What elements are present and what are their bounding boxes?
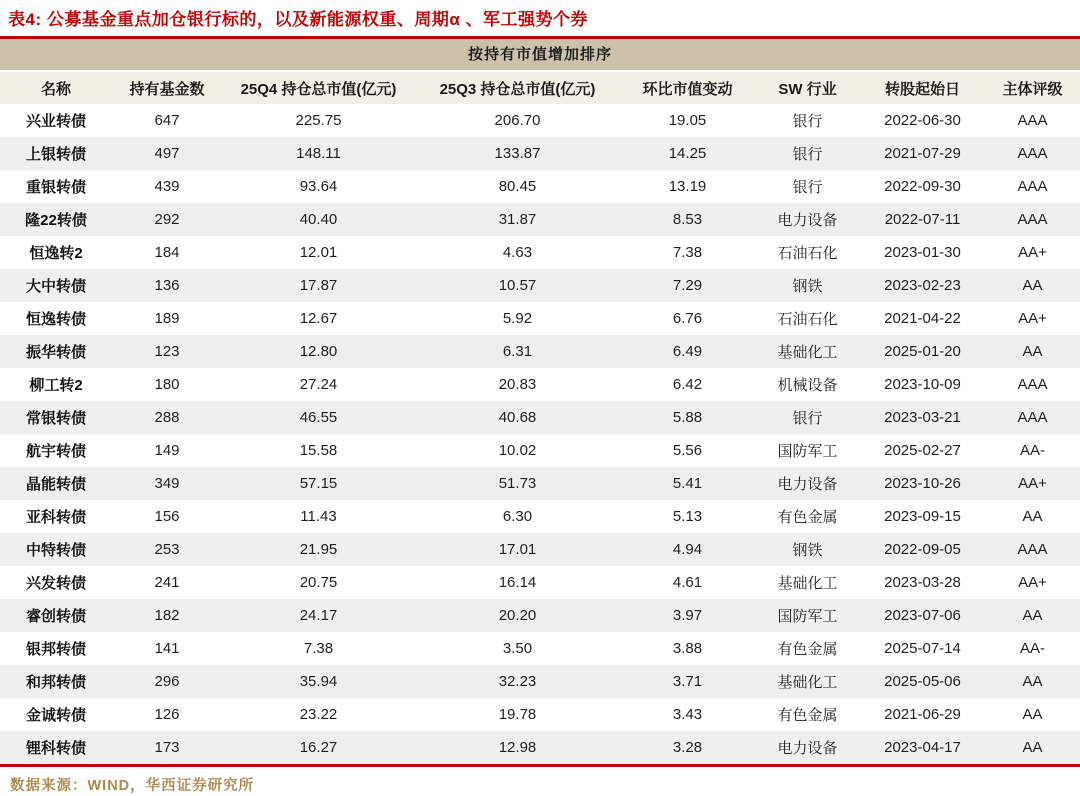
cell-issuer-rating: AA: [985, 599, 1080, 632]
cell-fund-count: 292: [112, 203, 222, 236]
cell-name: 航宇转债: [25, 443, 86, 460]
cell-sw-industry: 国防军工: [755, 599, 860, 632]
cell-name: 振华转债: [0, 335, 112, 368]
cell-issuer-rating: AA: [1022, 706, 1043, 723]
cell-issuer-rating: AAA: [1017, 376, 1048, 393]
cell-name: 中特转债: [0, 533, 112, 566]
cell-conversion-start-date: 2023-04-17: [860, 731, 985, 764]
cell-q3-market-value: 80.45: [498, 178, 537, 195]
cell-name: 大中转债: [0, 269, 112, 302]
cell-issuer-rating: AA+: [1018, 574, 1047, 591]
cell-conversion-start-date: 2023-09-15: [884, 508, 961, 525]
cell-name: 睿创转债: [0, 599, 112, 632]
cell-q4-market-value: 93.64: [299, 178, 338, 195]
cell-name: 隆22转债: [0, 203, 112, 236]
column-header-q3-market-value: 25Q3 持仓总市值(亿元): [415, 72, 620, 104]
cell-q3-market-value: 32.23: [415, 665, 620, 698]
cell-sw-industry: 有色金属: [777, 641, 838, 658]
table-row: [0, 599, 1080, 632]
table-row: [0, 401, 1080, 434]
cell-q4-market-value: 12.67: [299, 310, 338, 327]
cell-issuer-rating: AAA: [985, 203, 1080, 236]
cell-issuer-rating: AA: [985, 665, 1080, 698]
cell-issuer-rating: AA-: [1019, 640, 1045, 657]
cell-q3-market-value: 6.31: [415, 335, 620, 368]
column-header-sw-industry: SW 行业: [755, 72, 860, 104]
cell-name: 锂科转债: [0, 731, 112, 764]
cell-sw-industry: 基础化工: [755, 665, 860, 698]
table-row: [0, 335, 1080, 368]
cell-sw-industry: 有色金属: [777, 707, 838, 724]
table-row: [0, 566, 1080, 599]
cell-sw-industry: 银行: [755, 401, 860, 434]
cell-name: 银邦转债: [25, 641, 86, 658]
cell-q4-market-value: 24.17: [222, 599, 415, 632]
cell-mom-change: 4.61: [672, 574, 703, 591]
cell-conversion-start-date: 2025-07-14: [884, 640, 961, 657]
cell-mom-change: 13.19: [668, 178, 707, 195]
cell-q3-market-value: 40.68: [415, 401, 620, 434]
cell-conversion-start-date: 2021-04-22: [884, 310, 961, 327]
cell-fund-count: 156: [154, 508, 180, 525]
cell-q4-market-value: 15.58: [299, 442, 338, 459]
cell-mom-change: 19.05: [668, 112, 707, 129]
cell-conversion-start-date: 2022-09-05: [860, 533, 985, 566]
cell-q4-market-value: 148.11: [222, 137, 415, 170]
cell-q3-market-value: 206.70: [494, 112, 541, 129]
cell-q3-market-value: 16.14: [498, 574, 537, 591]
cell-q3-market-value: 20.83: [498, 376, 537, 393]
cell-conversion-start-date: 2022-09-30: [884, 178, 961, 195]
cell-conversion-start-date: 2023-03-21: [860, 401, 985, 434]
cell-q3-market-value: 51.73: [415, 467, 620, 500]
cell-mom-change: 3.71: [620, 665, 755, 698]
cell-sw-industry: 银行: [755, 137, 860, 170]
cell-fund-count: 126: [154, 706, 180, 723]
cell-conversion-start-date: 2021-06-29: [884, 706, 961, 723]
cell-name: 和邦转债: [0, 665, 112, 698]
cell-fund-count: 241: [154, 574, 180, 591]
cell-sw-industry: 银行: [792, 113, 823, 130]
cell-sw-industry: 银行: [792, 179, 823, 196]
cell-sw-industry: 电力设备: [755, 467, 860, 500]
cell-name: 兴发转债: [25, 575, 86, 592]
cell-sw-industry: 基础化工: [755, 335, 860, 368]
cell-mom-change: 7.29: [620, 269, 755, 302]
column-header-fund-count: 持有基金数: [112, 72, 222, 104]
column-header-issuer-rating: 主体评级: [985, 72, 1080, 104]
cell-q4-market-value: 57.15: [222, 467, 415, 500]
cell-issuer-rating: AA: [985, 731, 1080, 764]
cell-conversion-start-date: 2023-01-30: [884, 244, 961, 261]
cell-q3-market-value: 20.20: [415, 599, 620, 632]
cell-q4-market-value: 17.87: [222, 269, 415, 302]
cell-sw-industry: 钢铁: [755, 269, 860, 302]
cell-q3-market-value: 17.01: [415, 533, 620, 566]
cell-q3-market-value: 10.57: [415, 269, 620, 302]
cell-fund-count: 189: [154, 310, 180, 327]
cell-mom-change: 5.41: [620, 467, 755, 500]
cell-name: 柳工转2: [29, 377, 83, 394]
cell-issuer-rating: AAA: [985, 533, 1080, 566]
cell-fund-count: 173: [112, 731, 222, 764]
cell-conversion-start-date: 2023-02-23: [860, 269, 985, 302]
cell-name: 恒逸转2: [29, 245, 83, 262]
cell-sw-industry: 机械设备: [777, 377, 838, 394]
column-header-name: 名称: [0, 72, 112, 104]
cell-q3-market-value: 31.87: [415, 203, 620, 236]
cell-q4-market-value: 21.95: [222, 533, 415, 566]
cell-issuer-rating: AAA: [985, 401, 1080, 434]
cell-q4-market-value: 27.24: [299, 376, 338, 393]
cell-q4-market-value: 35.94: [222, 665, 415, 698]
cell-q4-market-value: 7.38: [303, 640, 334, 657]
table-row: [0, 236, 1080, 269]
table-row: [0, 434, 1080, 467]
cell-fund-count: 182: [112, 599, 222, 632]
cell-q3-market-value: 10.02: [498, 442, 537, 459]
cell-fund-count: 149: [154, 442, 180, 459]
cell-q4-market-value: 12.01: [299, 244, 338, 261]
column-header-mom-change: 环比市值变动: [620, 72, 755, 104]
cell-mom-change: 4.94: [620, 533, 755, 566]
cell-issuer-rating: AA: [985, 335, 1080, 368]
table-row: [0, 632, 1080, 665]
cell-q4-market-value: 40.40: [222, 203, 415, 236]
cell-fund-count: 439: [154, 178, 180, 195]
table-row: [0, 731, 1080, 764]
column-header-q4-market-value: 25Q4 持仓总市值(亿元): [222, 72, 415, 104]
cell-name: 兴业转债: [25, 113, 86, 130]
cell-issuer-rating: AA+: [985, 467, 1080, 500]
cell-mom-change: 5.88: [620, 401, 755, 434]
cell-conversion-start-date: 2025-02-27: [884, 442, 961, 459]
cell-conversion-start-date: 2022-07-11: [860, 203, 985, 236]
cell-q3-market-value: 12.98: [415, 731, 620, 764]
cell-name: 金诚转债: [25, 707, 86, 724]
cell-conversion-start-date: 2023-03-28: [884, 574, 961, 591]
table-row: [0, 203, 1080, 236]
cell-sw-industry: 石油石化: [777, 311, 838, 328]
cell-mom-change: 5.13: [672, 508, 703, 525]
cell-mom-change: 6.42: [672, 376, 703, 393]
cell-mom-change: 8.53: [620, 203, 755, 236]
cell-issuer-rating: AA+: [1018, 310, 1047, 327]
cell-name: 恒逸转债: [25, 311, 86, 328]
cell-fund-count: 647: [154, 112, 180, 129]
cell-q3-market-value: 6.30: [502, 508, 533, 525]
cell-sw-industry: 电力设备: [755, 203, 860, 236]
table-row: [0, 467, 1080, 500]
cell-sw-industry: 基础化工: [777, 575, 838, 592]
cell-q3-market-value: 5.92: [502, 310, 533, 327]
cell-fund-count: 296: [112, 665, 222, 698]
cell-q3-market-value: 3.50: [502, 640, 533, 657]
cell-name: 重银转债: [25, 179, 86, 196]
cell-fund-count: 123: [112, 335, 222, 368]
cell-fund-count: 349: [112, 467, 222, 500]
cell-sw-industry: 国防军工: [777, 443, 838, 460]
cell-q3-market-value: 4.63: [502, 244, 533, 261]
table-row: [0, 665, 1080, 698]
cell-q3-market-value: 19.78: [498, 706, 537, 723]
cell-mom-change: 5.56: [672, 442, 703, 459]
cell-mom-change: 14.25: [620, 137, 755, 170]
table-row: [0, 104, 1080, 137]
table-row: [0, 368, 1080, 401]
cell-conversion-start-date: 2023-10-26: [860, 467, 985, 500]
cell-sw-industry: 有色金属: [777, 509, 838, 526]
cell-sw-industry: 石油石化: [777, 245, 838, 262]
cell-name: 上银转债: [0, 137, 112, 170]
cell-q4-market-value: 46.55: [222, 401, 415, 434]
cell-conversion-start-date: 2023-10-09: [884, 376, 961, 393]
cell-issuer-rating: AAA: [1017, 112, 1048, 129]
cell-fund-count: 180: [154, 376, 180, 393]
cell-fund-count: 184: [154, 244, 180, 261]
cell-q4-market-value: 16.27: [222, 731, 415, 764]
cell-fund-count: 253: [112, 533, 222, 566]
cell-conversion-start-date: 2022-06-30: [884, 112, 961, 129]
cell-conversion-start-date: 2025-05-06: [860, 665, 985, 698]
cell-name: 晶能转债: [0, 467, 112, 500]
cell-issuer-rating: AA: [985, 269, 1080, 302]
cell-issuer-rating: AAA: [985, 137, 1080, 170]
data-source: 数据来源：WIND，华西证券研究所: [10, 778, 255, 794]
table-row: [0, 269, 1080, 302]
convertible-bond-table: [0, 72, 1080, 764]
table-row: [0, 302, 1080, 335]
cell-mom-change: 3.28: [620, 731, 755, 764]
table-row: [0, 500, 1080, 533]
cell-q4-market-value: 12.80: [222, 335, 415, 368]
table-row: [0, 533, 1080, 566]
table-row: [0, 137, 1080, 170]
cell-conversion-start-date: 2025-01-20: [860, 335, 985, 368]
cell-issuer-rating: AA: [1022, 508, 1043, 525]
cell-mom-change: 7.38: [672, 244, 703, 261]
cell-mom-change: 6.76: [672, 310, 703, 327]
column-header-conversion-start-date: 转股起始日: [860, 72, 985, 104]
cell-fund-count: 141: [154, 640, 180, 657]
table-row: [0, 170, 1080, 203]
cell-mom-change: 6.49: [620, 335, 755, 368]
sort-order-banner: 按持有市值增加排序: [0, 39, 1080, 70]
table-header-row: [0, 72, 1080, 104]
cell-sw-industry: 电力设备: [755, 731, 860, 764]
page-title: 表4: 公募基金重点加仓银行标的，以及新能源权重、周期α 、军工强势个券: [8, 10, 589, 29]
cell-conversion-start-date: 2021-07-29: [860, 137, 985, 170]
cell-sw-industry: 钢铁: [755, 533, 860, 566]
cell-mom-change: 3.97: [620, 599, 755, 632]
cell-issuer-rating: AAA: [1017, 178, 1048, 195]
cell-name: 亚科转债: [25, 509, 86, 526]
cell-fund-count: 497: [112, 137, 222, 170]
cell-issuer-rating: AA-: [1019, 442, 1045, 459]
cell-mom-change: 3.88: [672, 640, 703, 657]
cell-fund-count: 288: [112, 401, 222, 434]
cell-q4-market-value: 11.43: [300, 508, 337, 525]
cell-q4-market-value: 23.22: [299, 706, 338, 723]
cell-issuer-rating: AA+: [1018, 244, 1047, 261]
cell-q4-market-value: 20.75: [299, 574, 338, 591]
cell-conversion-start-date: 2023-07-06: [860, 599, 985, 632]
cell-q4-market-value: 225.75: [295, 112, 342, 129]
cell-fund-count: 136: [112, 269, 222, 302]
table-row: [0, 698, 1080, 731]
cell-q3-market-value: 133.87: [415, 137, 620, 170]
cell-mom-change: 3.43: [672, 706, 703, 723]
cell-name: 常银转债: [0, 401, 112, 434]
